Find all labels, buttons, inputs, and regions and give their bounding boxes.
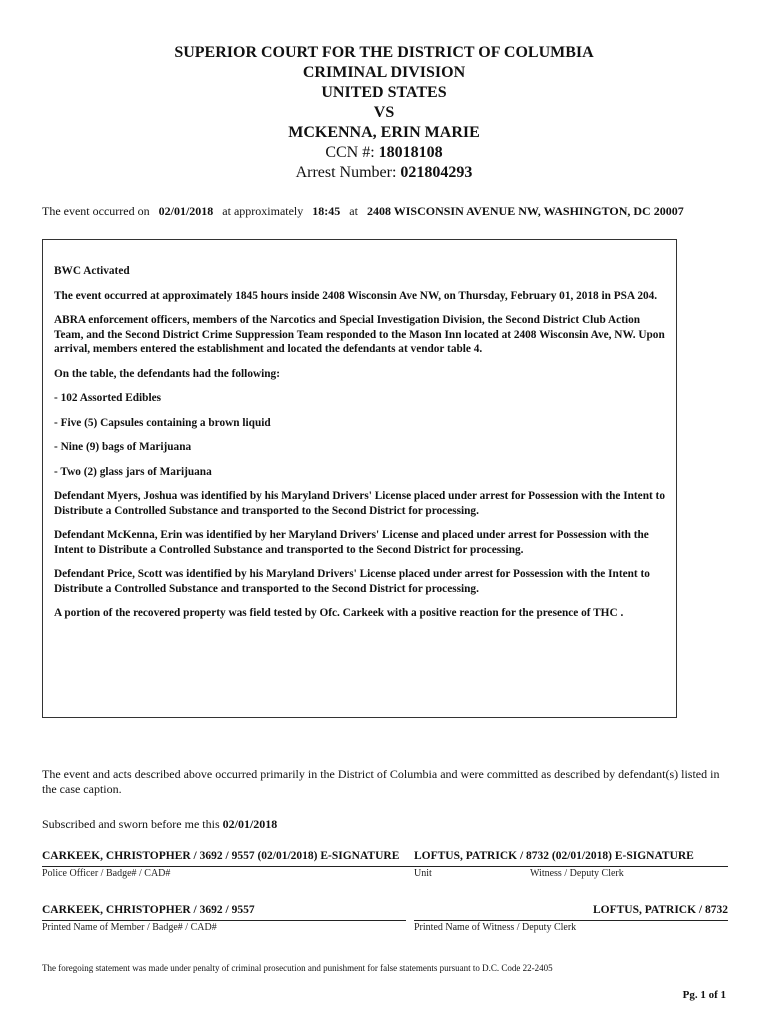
narrative-paragraph: ABRA enforcement officers, members of the Narcotics and Special Investigation Division, the Second District Club Action Team, and the Second District Crime Suppression Team responded to the Mason Inn located at 2408 Wisconsin Ave, NW. Upon arrival, members entered the establishment and located the defendants at vendor table 4. (54, 314, 665, 355)
officer-printed-name: CARKEEK, CHRISTOPHER / 3692 / 9557 (42, 904, 255, 916)
printed-witness-divider (414, 920, 728, 921)
plaintiff-name: UNITED STATES (321, 84, 447, 101)
officer-esignature: CARKEEK, CHRISTOPHER / 3692 / 9557 (02/01/2018) E-SIGNATURE (42, 850, 400, 862)
narrative-paragraph: Defendant Price, Scott was identified by his Maryland Drivers' License placed under arrest for Possession with the Intent to Distribute a Controlled Substance and transported to the Second District for processing. (54, 568, 650, 595)
narrative-box (42, 239, 677, 718)
sworn-prefix: Subscribed and sworn before me this (42, 817, 220, 831)
document-header (0, 43, 768, 183)
event-date: 02/01/2018 (158, 204, 214, 218)
case-caption-statement: The event and acts described above occurred primarily in the District of Columbia and were committed as described by defendant(s) listed in the case caption. (42, 767, 720, 796)
printed-officer-divider (42, 920, 406, 921)
ccn-label: CCN #: (325, 144, 375, 161)
witness-esignature: LOFTUS, PATRICK / 8732 (02/01/2018) E-SIGNATURE (414, 850, 694, 862)
event-location: 2408 WISCONSIN AVENUE NW, WASHINGTON, DC 20007 (366, 204, 684, 218)
page-number: Pg. 1 of 1 (682, 989, 726, 1001)
penalty-statement: The foregoing statement was made under penalty of criminal prosecution and punishment for false statements pursuant to D.C. Code 22-2405 (42, 963, 553, 973)
printed-witness-label: Printed Name of Witness / Deputy Clerk (414, 922, 577, 933)
printed-officer-label: Printed Name of Member / Badge# / CAD# (42, 922, 217, 933)
arrest-number-label: Arrest Number: (295, 164, 397, 181)
narrative-paragraph: On the table, the defendants had the following: (54, 367, 280, 380)
sworn-date: 02/01/2018 (222, 817, 278, 831)
event-time: 18:45 (312, 204, 341, 218)
narrative-paragraph: Defendant Myers, Joshua was identified by his Maryland Drivers' License placed under arrest for Possession with the Intent to Distribute a Controlled Substance and transported to the Second District for processing. (54, 490, 665, 517)
narrative-item: - Two (2) glass jars of Marijuana (54, 465, 212, 478)
event-prefix: The event occurred on (42, 204, 150, 218)
event-approx-label: at approximately (222, 204, 304, 218)
event-summary-line (42, 204, 684, 219)
narrative-paragraph: BWC Activated (54, 265, 130, 277)
ccn-line (0, 143, 768, 163)
narrative-paragraph: A portion of the recovered property was field tested by Ofc. Carkeek with a positive reaction for the presence of THC . (54, 607, 624, 619)
arrest-number-value: 021804293 (400, 164, 473, 181)
witness-label: Witness / Deputy Clerk (530, 868, 624, 879)
narrative-item: - Nine (9) bags of Marijuana (54, 441, 192, 453)
arrest-number-line (0, 163, 768, 183)
narrative-item: - Five (5) Capsules containing a brown liquid (54, 416, 271, 429)
defendant-name: MCKENNA, ERIN MARIE (288, 124, 480, 141)
sworn-line (42, 817, 277, 832)
witness-printed-name: LOFTUS, PATRICK / 8732 (592, 904, 728, 916)
event-at-label: at (349, 204, 358, 218)
officer-label: Police Officer / Badge# / CAD# (42, 868, 171, 879)
narrative-paragraph: The event occurred at approximately 1845 hours inside 2408 Wisconsin Ave NW, on Thursday, February 01, 2018 in PSA 204. (54, 289, 658, 302)
division-name: CRIMINAL DIVISION (302, 64, 466, 81)
narrative-item: - 102 Assorted Edibles (54, 392, 162, 404)
narrative-paragraph: Defendant McKenna, Erin was identified by her Maryland Drivers' License and placed under arrest for Possession with the Intent to Distribute a Controlled Substance and transported to the Second District for processing. (54, 529, 649, 556)
court-name: SUPERIOR COURT FOR THE DISTRICT OF COLUMBIA (174, 44, 594, 61)
unit-label: Unit (414, 868, 432, 879)
signature-divider (42, 866, 728, 867)
ccn-value: 18018108 (378, 144, 443, 161)
versus-label: VS (373, 104, 395, 121)
